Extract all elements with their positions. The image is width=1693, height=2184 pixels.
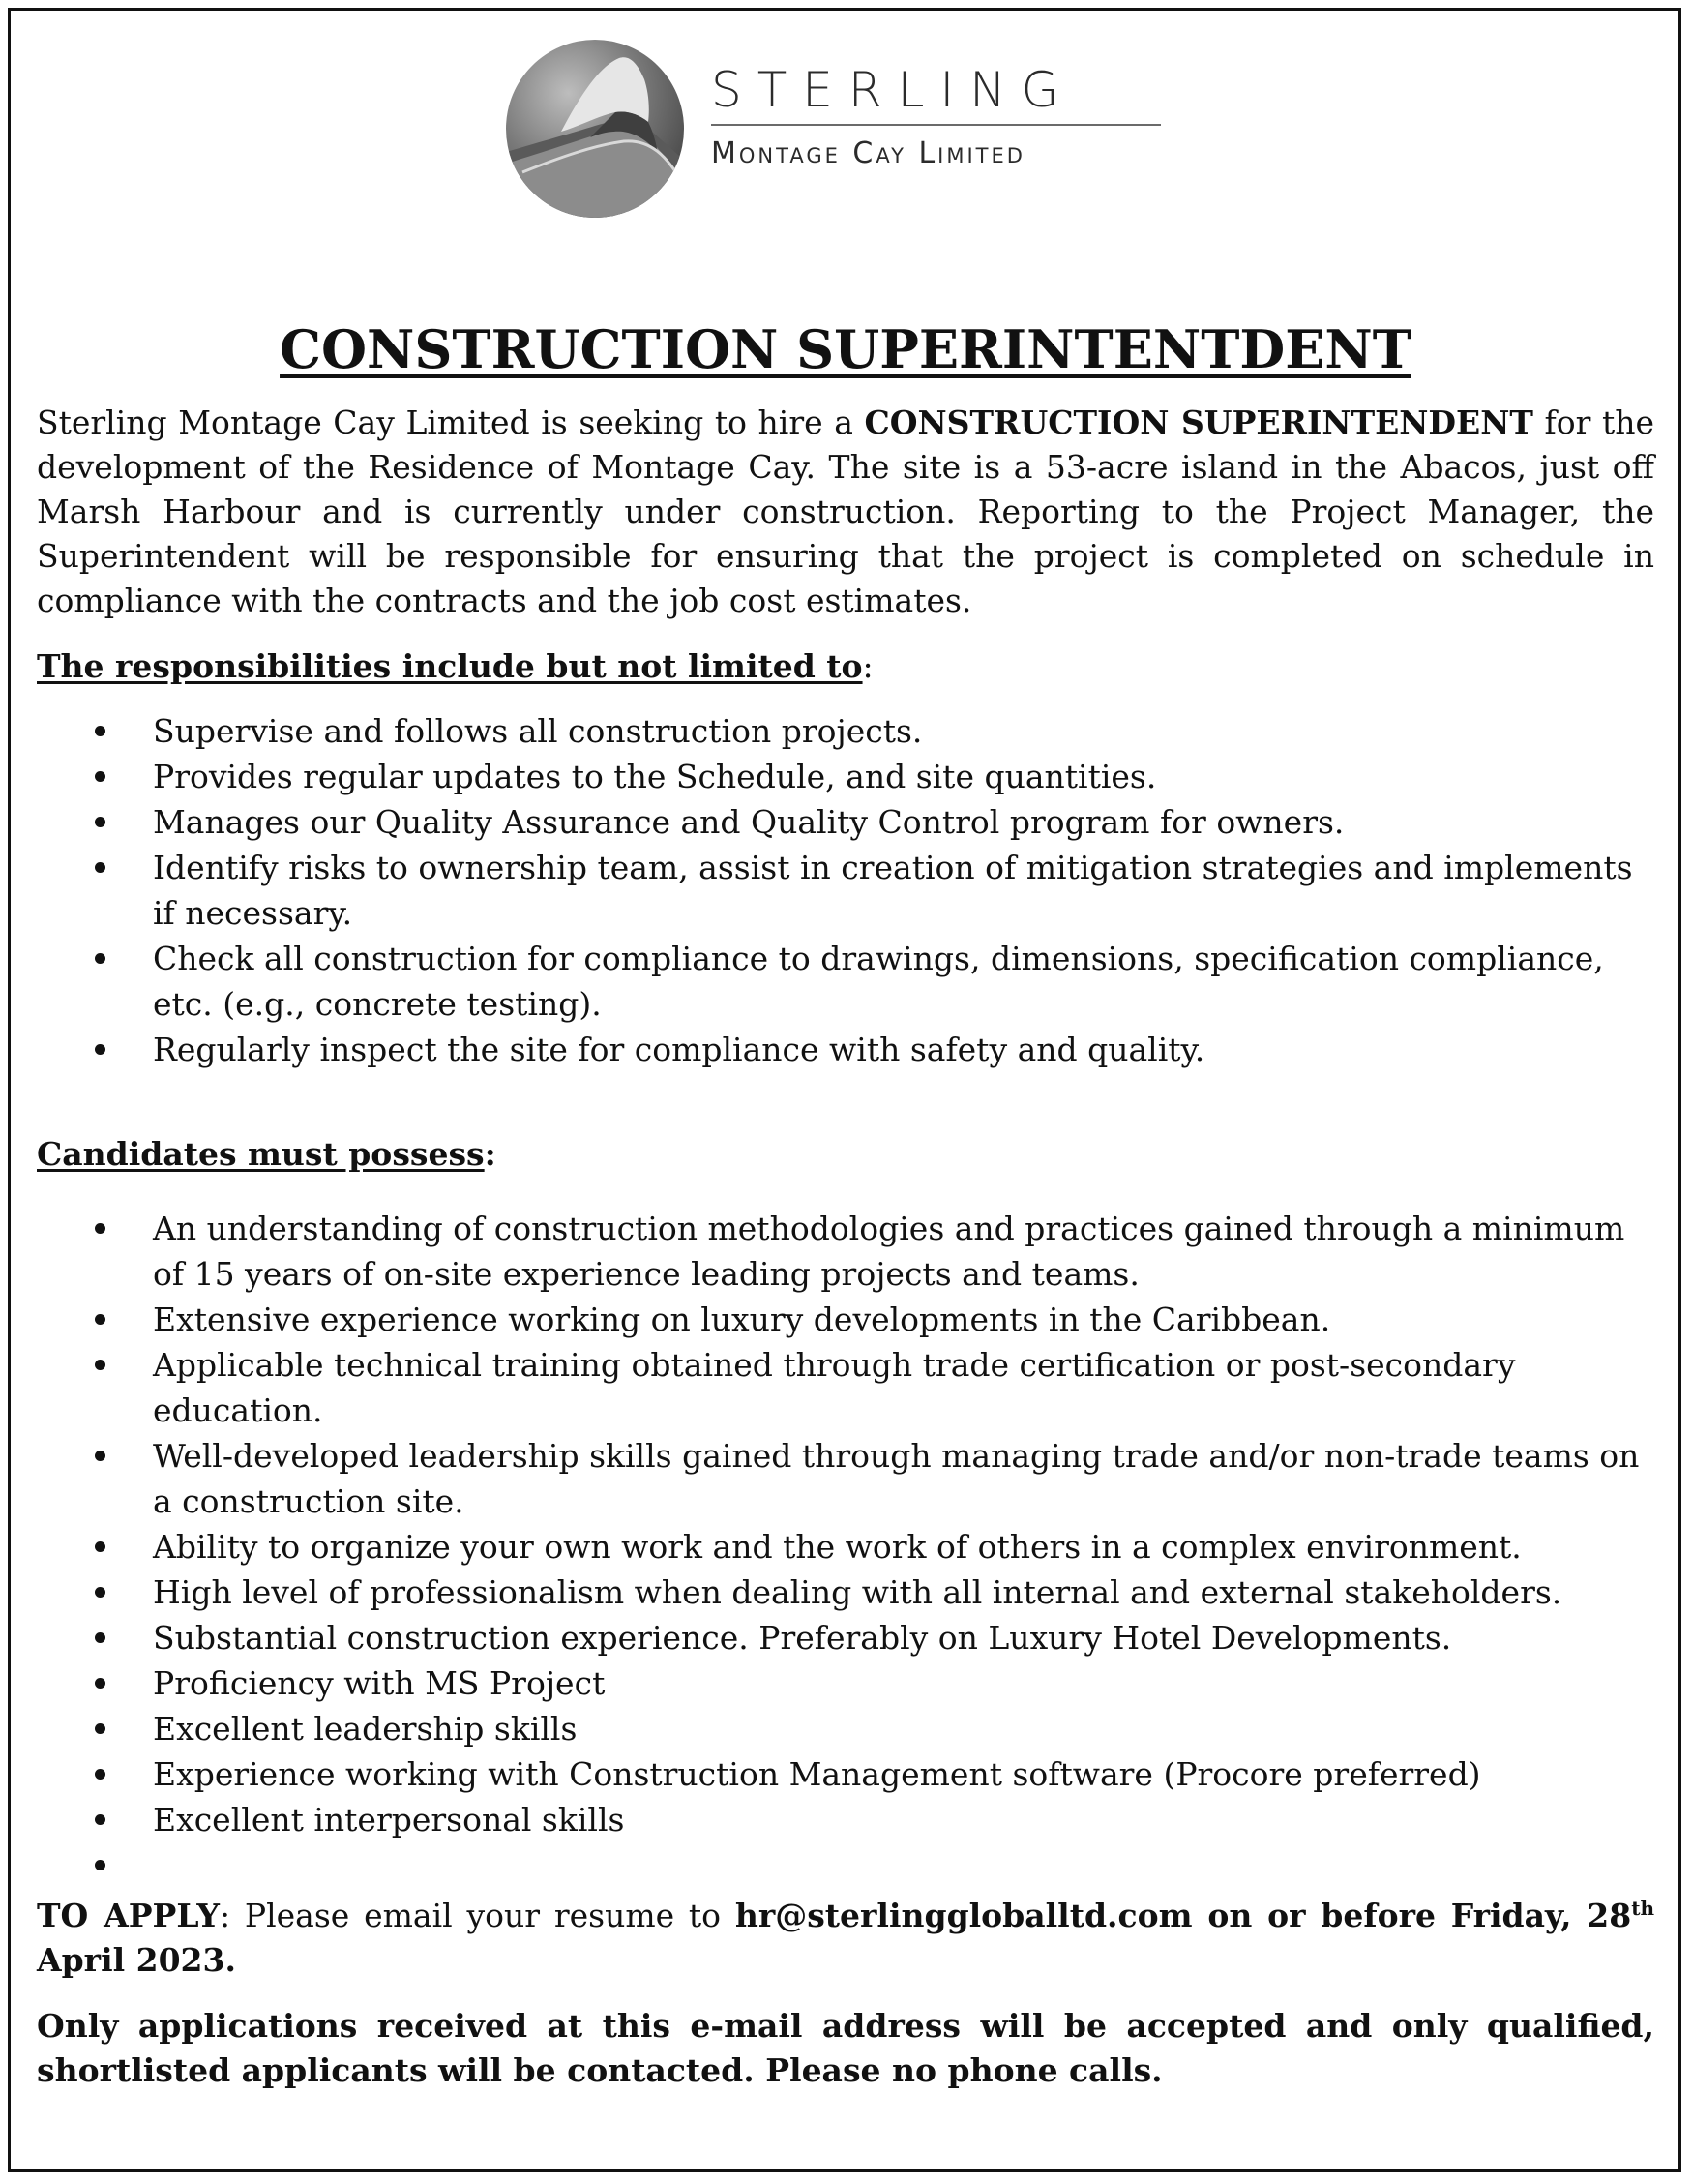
intro-lead: Sterling Montage Cay Limited is seeking to hire a: [37, 404, 865, 442]
closing-note: Only applications received at this e-mail address will be accepted and only qualified, shortlisted applicants will be contacted. Please no phone calls.: [37, 2007, 1654, 2090]
list-item: Regularly inspect the site for compliance with safety and quality.: [37, 1027, 1654, 1072]
bullet-icon: [95, 771, 105, 782]
bullet-icon: [95, 1860, 105, 1870]
list-item: Provides regular updates to the Schedule, and site quantities.: [37, 754, 1654, 799]
bullet-icon: [95, 862, 105, 873]
list-item: Proficiency with MS Project: [37, 1660, 1654, 1706]
list-item: Supervise and follows all construction projects.: [37, 708, 1654, 754]
intro-role: CONSTRUCTION SUPERINTENDENT: [864, 404, 1533, 442]
responsibilities-heading-text: The responsibilities include but not limited to: [37, 647, 863, 686]
bullet-icon: [95, 1541, 105, 1552]
list-item: High level of professionalism when dealing with all internal and external stakeholders.: [37, 1570, 1654, 1615]
candidates-heading-colon: :: [484, 1135, 496, 1174]
section-spacer: [37, 1072, 1654, 1111]
list-item: Extensive experience working on luxury developments in the Caribbean.: [37, 1297, 1654, 1342]
list-item: Excellent leadership skills: [37, 1706, 1654, 1751]
intro-rest: for the development of the Residence of Montage Cay. The site is a 53-acre island in the Abacos, just off Marsh Harbour and is currently under construction. Reporting to the Project Manager, the Superintendent will be responsible for ensuring that the project is completed on schedule in compliance with the contracts and the job cost estimates.: [37, 404, 1654, 620]
apply-label: TO APPLY: [37, 1897, 220, 1935]
bullet-icon: [95, 1678, 105, 1689]
logo-divider: [711, 124, 1161, 126]
bullet-icon: [95, 1587, 105, 1598]
list-item: An understanding of construction methodologies and practices gained through a minimum of 15 years of on-site experience leading projects and teams.: [37, 1206, 1654, 1297]
mountain-logo-icon: [503, 37, 687, 221]
bullet-icon: [95, 953, 105, 964]
bullet-icon: [95, 1044, 105, 1055]
bullet-icon: [95, 817, 105, 827]
list-item: Substantial construction experience. Preferably on Luxury Hotel Developments.: [37, 1615, 1654, 1660]
bullet-icon: [95, 1814, 105, 1825]
bullet-icon: [95, 1769, 105, 1780]
list-item: Applicable technical training obtained through trade certification or post-secondary education.: [37, 1342, 1654, 1433]
page-title: CONSTRUCTION SUPERINTENTDENT: [280, 318, 1411, 380]
logo-wordmark: STERLING: [711, 62, 1075, 118]
list-item: Identify risks to ownership team, assist in creation of mitigation strategies and implements if necessary.: [37, 845, 1654, 936]
candidates-heading-text: Candidates must possess: [37, 1135, 485, 1174]
job-posting: [37, 319, 1654, 2093]
list-item: Experience working with Construction Management software (Procore preferred): [37, 1751, 1654, 1797]
bullet-icon: [95, 1723, 105, 1734]
bullet-icon: [95, 1314, 105, 1325]
list-item: Ability to organize your own work and the work of others in a complex environment.: [37, 1524, 1654, 1570]
list-item: Excellent interpersonal skills: [37, 1797, 1654, 1842]
bullet-icon: [95, 726, 105, 736]
list-item: Well-developed leadership skills gained through managing trade and/or non-trade teams on a construction site.: [37, 1433, 1654, 1524]
bullet-icon: [95, 1451, 105, 1461]
apply-deadline: on or before Friday, 28th April 2023.: [37, 1897, 1654, 1980]
candidates-heading: [37, 1132, 1654, 1177]
logo-subtitle: Montage Cay Limited: [711, 136, 1025, 170]
bullet-icon: [95, 1632, 105, 1643]
responsibilities-heading: [37, 644, 1654, 689]
responsibilities-list: [37, 708, 1654, 1072]
bullet-icon: [95, 1360, 105, 1370]
bullet-icon: [95, 1223, 105, 1234]
candidates-list: [37, 1206, 1654, 1888]
apply-email-link[interactable]: hr@sterlinggloballtd.com: [734, 1897, 1193, 1935]
logo-text: [711, 62, 1161, 170]
intro-paragraph: [37, 401, 1654, 623]
company-logo: [503, 29, 1180, 223]
responsibilities-heading-colon: :: [862, 647, 874, 686]
list-item: Manages our Quality Assurance and Quality Control program for owners.: [37, 799, 1654, 845]
list-item: [37, 1842, 1654, 1888]
list-item: Check all construction for compliance to drawings, dimensions, specification compliance, etc. (e.g., concrete testing).: [37, 936, 1654, 1027]
apply-text: : Please email your resume to: [219, 1897, 735, 1935]
apply-instructions: [37, 1894, 1654, 1983]
